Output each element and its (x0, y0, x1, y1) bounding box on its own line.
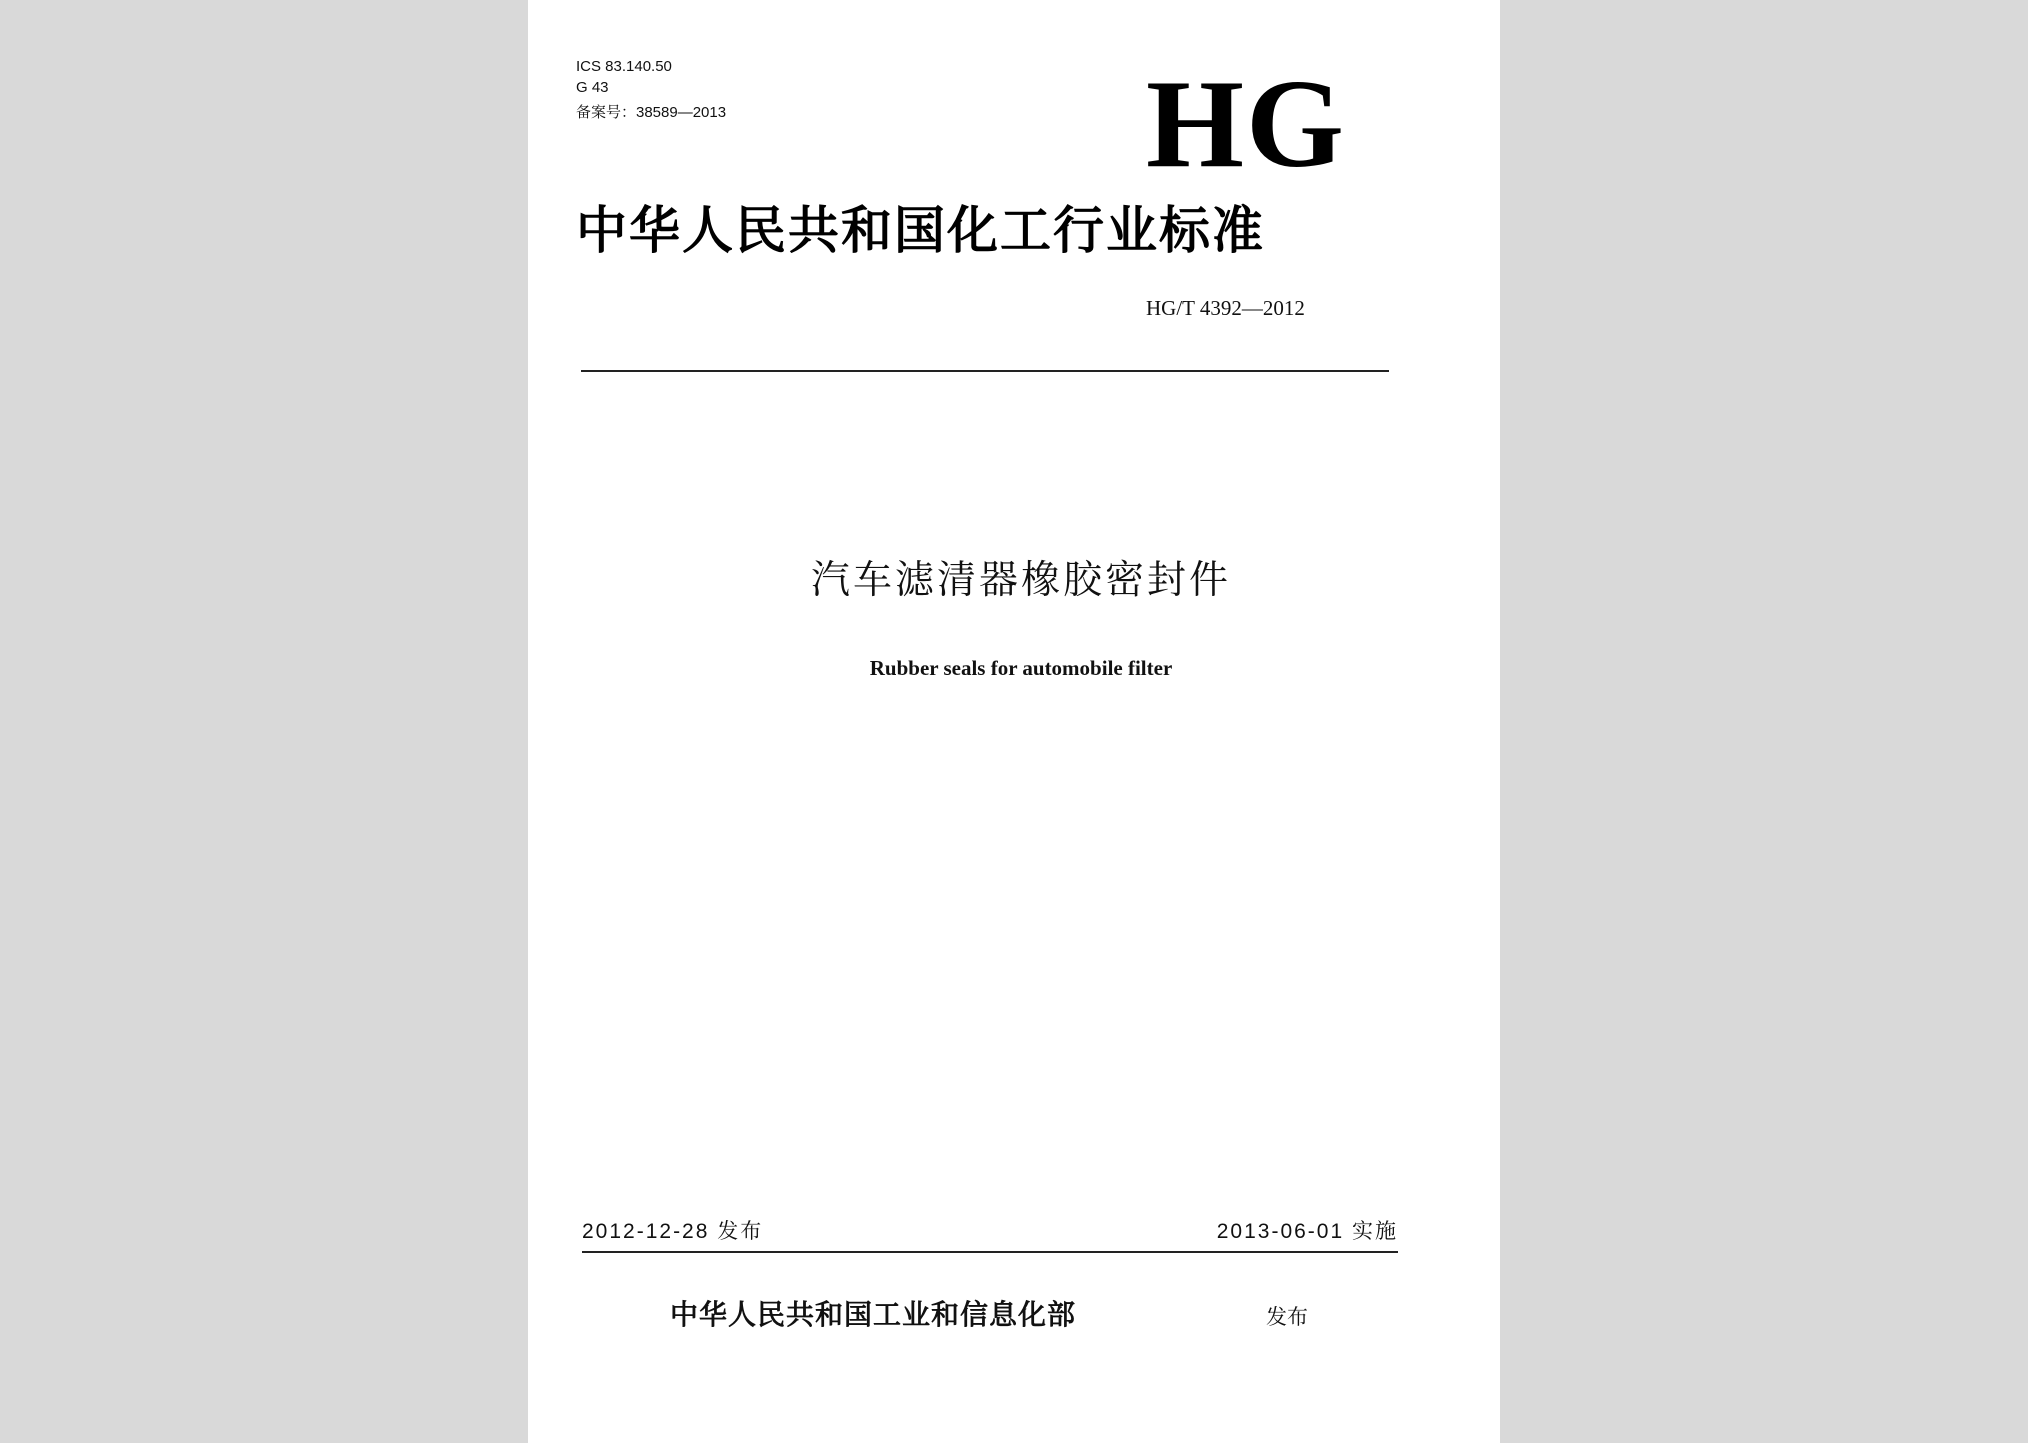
effective-date: 2013-06-01 实施 (1216, 1220, 1398, 1243)
issue-date: 2012-12-28 发布 (582, 1220, 764, 1243)
filing-number: 备案号：38589—2013 (576, 104, 727, 121)
bottom-divider (582, 1251, 1398, 1253)
ics-code: ICS 83.140.50 (576, 58, 672, 75)
document-page (528, 0, 1500, 1443)
standard-category: 中华人民共和国化工行业标准 (576, 202, 1266, 261)
issuing-authority: 中华人民共和国工业和信息化部 (670, 1298, 1077, 1331)
standard-number: HG/T 4392—2012 (1146, 296, 1305, 320)
hg-logo: HG (1146, 55, 1347, 194)
title-chinese: 汽车滤清器橡胶密封件 (810, 558, 1231, 603)
top-divider (581, 370, 1389, 372)
issuing-authority-suffix: 发布 (1266, 1305, 1308, 1329)
title-english: Rubber seals for automobile filter (869, 656, 1173, 680)
ccs-code: G 43 (576, 79, 609, 96)
